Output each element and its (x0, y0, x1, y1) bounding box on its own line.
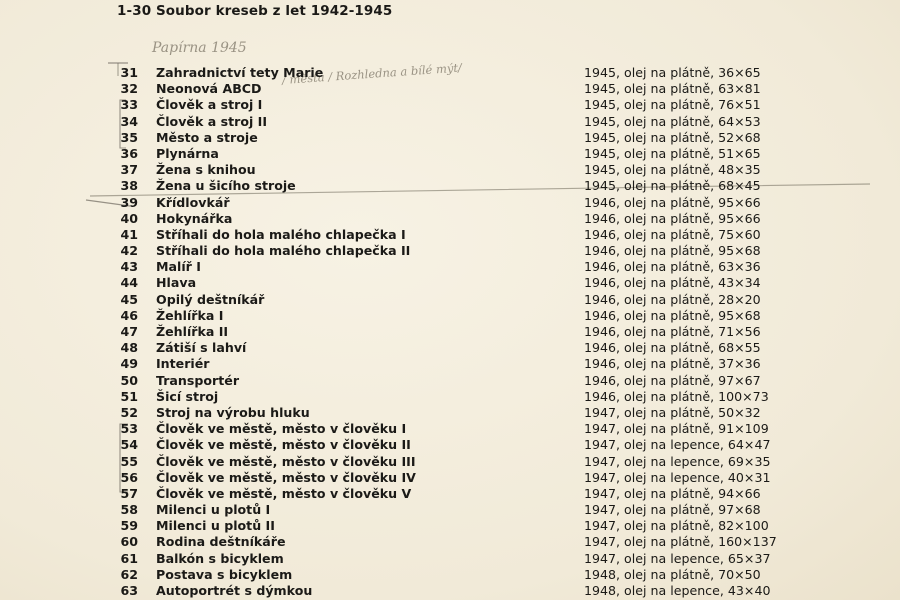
catalogue-row (108, 470, 848, 486)
work-details: 1947, olej na lepence, 65×37 (584, 550, 771, 566)
work-number: 44 (120, 275, 138, 291)
work-number: 40 (120, 210, 138, 226)
work-number: 48 (120, 340, 138, 356)
work-number: 56 (120, 469, 138, 485)
work-title: Člověk a stroj II (156, 113, 268, 129)
work-details: 1947, olej na plátně, 91×109 (584, 421, 769, 437)
catalogue-row (108, 243, 848, 259)
work-title: Zátiší s lahví (156, 340, 247, 356)
work-details: 1946, olej na plátně, 100×73 (584, 388, 769, 404)
work-number: 55 (120, 453, 138, 469)
work-title: Člověk ve městě, město v člověku I (156, 421, 407, 437)
work-number: 41 (120, 226, 138, 242)
work-details: 1947, olej na lepence, 64×47 (584, 437, 771, 453)
work-details: 1946, olej na plátně, 68×55 (584, 340, 761, 356)
catalogue-row (108, 146, 848, 162)
work-title: Postava s bicyklem (156, 566, 293, 582)
work-details: 1945, olej na plátně, 76×51 (584, 97, 761, 113)
catalogue-row (108, 551, 848, 567)
work-details: 1945, olej na plátně, 64×53 (584, 113, 761, 129)
work-title: Plynárna (156, 145, 219, 161)
work-title: Šicí stroj (156, 388, 219, 404)
catalogue-row (108, 195, 848, 211)
work-number: 33 (120, 97, 138, 113)
work-number: 43 (120, 259, 138, 275)
work-title: Město a stroje (156, 129, 258, 145)
catalogue-row (108, 421, 848, 437)
catalogue-row (108, 518, 848, 534)
work-details: 1947, olej na plátně, 97×68 (584, 502, 761, 518)
work-title: Stříhali do hola malého chlapečka II (156, 243, 411, 259)
catalogue-row (108, 324, 848, 340)
work-title: Balkón s bicyklem (156, 550, 284, 566)
work-details: 1946, olej na plátně, 95×66 (584, 194, 761, 210)
work-title: Autoportrét s dýmkou (156, 583, 313, 598)
catalogue-row (108, 227, 848, 243)
work-number: 59 (120, 518, 138, 534)
catalogue-row (108, 97, 848, 113)
work-details: 1946, olej na plátně, 75×60 (584, 226, 761, 242)
work-number: 58 (120, 502, 138, 518)
catalogue-row (108, 373, 848, 389)
work-number: 39 (120, 194, 138, 210)
catalogue-row (108, 81, 848, 97)
work-details: 1946, olej na plátně, 95×68 (584, 307, 761, 323)
work-title: Člověk ve městě, město v člověku III (156, 453, 416, 469)
catalogue-row (108, 340, 848, 356)
work-title: Člověk a stroj I (156, 97, 263, 113)
work-title: Žena u šicího stroje (156, 178, 296, 194)
work-title: Zahradnictví tety Marie (156, 65, 324, 80)
work-number: 49 (120, 356, 138, 372)
catalogue-row (108, 534, 848, 550)
catalogue-row (108, 292, 848, 308)
work-title: Žehlířka II (156, 324, 229, 339)
work-details: 1946, olej na plátně, 28×20 (584, 291, 761, 307)
catalogue-row (108, 162, 848, 178)
work-number: 57 (120, 485, 138, 501)
work-title: Opilý deštníkář (156, 291, 265, 307)
work-title: Hokynářka (156, 210, 233, 226)
catalogue-row (108, 356, 848, 372)
work-title: Hlava (156, 275, 197, 291)
work-number: 60 (120, 534, 138, 550)
work-title: Žena s knihou (156, 162, 256, 178)
catalogue-row (108, 437, 848, 453)
work-details: 1947, olej na plátně, 160×137 (584, 534, 777, 550)
work-number: 42 (120, 243, 138, 259)
work-number: 61 (120, 550, 138, 566)
catalogue-row (108, 275, 848, 291)
work-details: 1947, olej na plátně, 82×100 (584, 518, 769, 534)
work-number: 37 (120, 162, 138, 178)
work-title: Stroj na výrobu hluku (156, 404, 310, 420)
work-title: Malíř I (156, 259, 201, 275)
catalogue-row (108, 454, 848, 470)
work-title: Rodina deštníkáře (156, 534, 286, 550)
work-details: 1945, olej na plátně, 63×81 (584, 81, 761, 97)
handwritten-paper-note: Papírna 1945 (152, 40, 247, 56)
work-number: 35 (120, 129, 138, 145)
catalogue-row (108, 583, 848, 599)
work-details: 1945, olej na plátně, 36×65 (584, 65, 761, 80)
catalogue-row (108, 178, 848, 194)
work-details: 1947, olej na plátně, 94×66 (584, 485, 761, 501)
work-details: 1946, olej na plátně, 97×67 (584, 372, 761, 388)
work-details: 1947, olej na plátně, 50×32 (584, 404, 761, 420)
catalogue-row (108, 567, 848, 583)
work-details: 1945, olej na plátně, 68×45 (584, 178, 761, 194)
work-details: 1946, olej na plátně, 43×34 (584, 275, 761, 291)
work-details: 1945, olej na plátně, 52×68 (584, 129, 761, 145)
work-title: Transportér (156, 372, 240, 388)
work-number: 47 (120, 324, 138, 339)
work-title: Milenci u plotů I (156, 502, 271, 518)
work-title: Člověk ve městě, město v člověku II (156, 437, 411, 453)
work-number: 45 (120, 291, 138, 307)
work-details: 1946, olej na plátně, 95×68 (584, 243, 761, 259)
work-number: 62 (120, 566, 138, 582)
work-title: Milenci u plotů II (156, 518, 275, 534)
work-title: Žehlířka I (156, 307, 224, 323)
work-details: 1946, olej na plátně, 71×56 (584, 324, 761, 339)
work-title: Křídlovkář (156, 194, 230, 210)
work-details: 1947, olej na lepence, 40×31 (584, 469, 771, 485)
work-number: 52 (120, 404, 138, 420)
catalogue-row (108, 308, 848, 324)
work-number: 50 (120, 372, 138, 388)
work-details: 1945, olej na plátně, 51×65 (584, 145, 761, 161)
page-header: 1-30 Soubor kreseb z let 1942-1945 (117, 3, 393, 19)
work-details: 1948, olej na plátně, 70×50 (584, 566, 761, 582)
work-number: 63 (120, 583, 138, 598)
work-details: 1946, olej na plátně, 63×36 (584, 259, 761, 275)
catalogue-row (108, 259, 848, 275)
catalogue-row (108, 130, 848, 146)
work-details: 1947, olej na lepence, 69×35 (584, 453, 771, 469)
work-title: Člověk ve městě, město v člověku V (156, 485, 412, 501)
catalogue-row (108, 65, 848, 81)
work-number: 36 (120, 145, 138, 161)
work-number: 54 (120, 437, 138, 453)
work-number: 31 (120, 65, 138, 80)
catalogue-row (108, 405, 848, 421)
work-details: 1946, olej na plátně, 37×36 (584, 356, 761, 372)
work-title: Člověk ve městě, město v člověku IV (156, 469, 416, 485)
work-number: 53 (120, 421, 138, 437)
work-details: 1946, olej na plátně, 95×66 (584, 210, 761, 226)
work-title: Interiér (156, 356, 210, 372)
work-number: 46 (120, 307, 138, 323)
work-number: 38 (120, 178, 138, 194)
work-details: 1948, olej na lepence, 43×40 (584, 583, 771, 598)
work-title: Neonová ABCD (156, 81, 262, 97)
work-title: Stříhali do hola malého chlapečka I (156, 226, 406, 242)
work-details: 1945, olej na plátně, 48×35 (584, 162, 761, 178)
work-number: 51 (120, 388, 138, 404)
catalogue-row (108, 502, 848, 518)
handwritten-side-note: / města / Rozhledna a bílé mýt/ (281, 60, 463, 87)
catalogue-row (108, 486, 848, 502)
catalogue-row (108, 211, 848, 227)
work-number: 34 (120, 113, 138, 129)
catalogue-list (108, 65, 848, 599)
work-number: 32 (120, 81, 138, 97)
catalogue-row (108, 389, 848, 405)
catalogue-row (108, 114, 848, 130)
